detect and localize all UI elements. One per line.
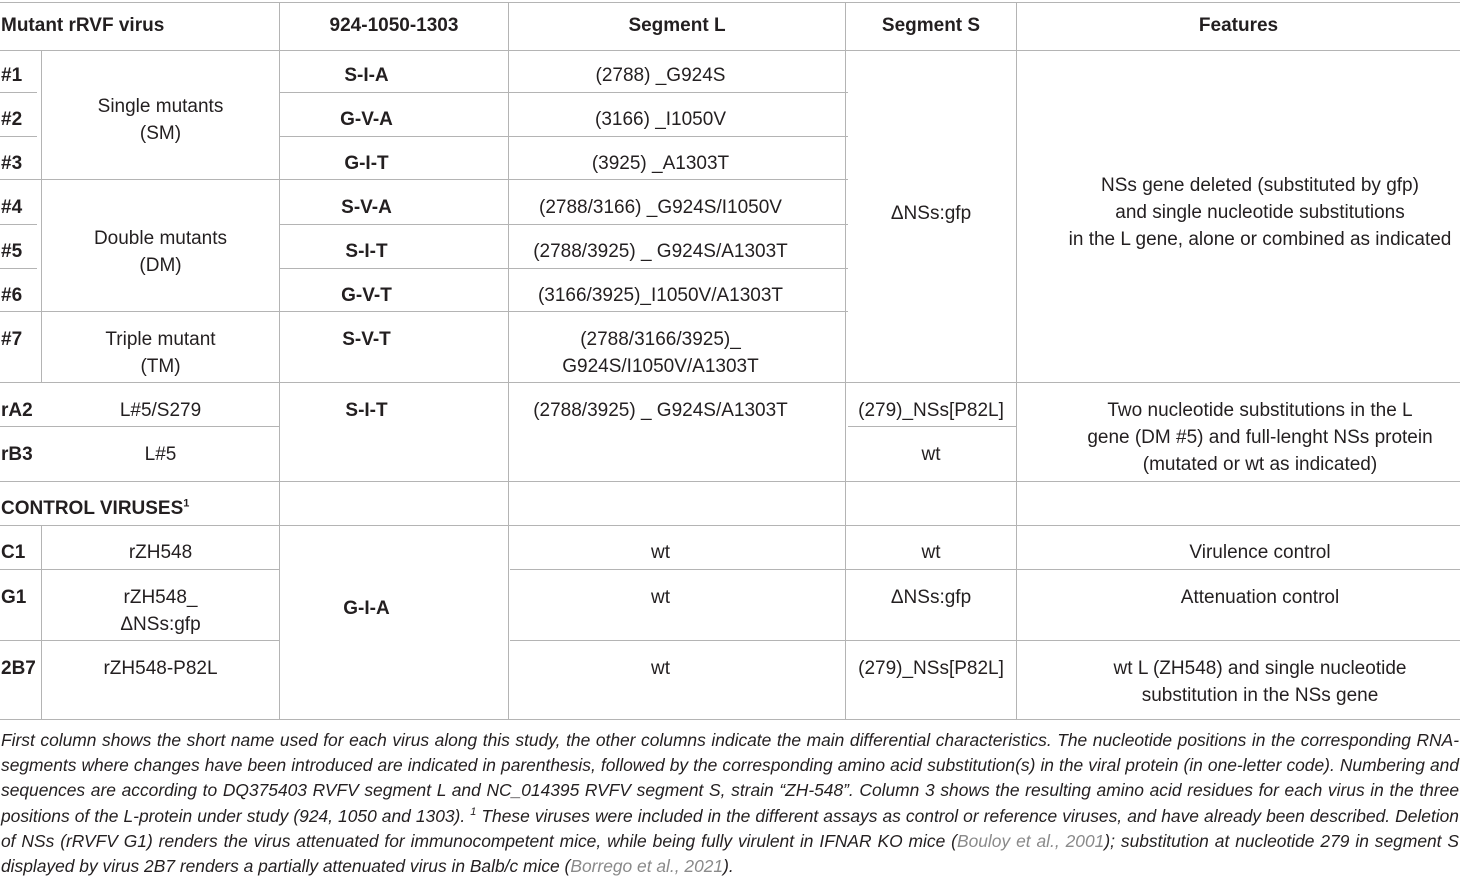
group-label: Triple mutant xyxy=(105,329,216,350)
rule-block xyxy=(0,481,1460,482)
features-line: Two nucleotide substitutions in the L xyxy=(1107,400,1413,421)
rule-block xyxy=(0,525,1460,526)
row-id: #2 xyxy=(1,109,23,130)
segment-l-value: (2788/3925) _ G924S/A1303T xyxy=(533,241,788,262)
row-id: #5 xyxy=(1,241,23,262)
features-line: substitution in the NSs gene xyxy=(1141,685,1379,706)
footnote-marker: 1 xyxy=(183,497,190,510)
group-abbr: (DM) xyxy=(139,255,182,276)
row-id: #7 xyxy=(1,329,23,350)
row-id: #1 xyxy=(1,65,23,86)
row-id: C1 xyxy=(1,542,26,563)
segment-l-value: (2788) _G924S xyxy=(595,65,726,86)
segment-s-value: (279)_NSs[P82L] xyxy=(858,658,1004,679)
virus-name-line: rZH548_ xyxy=(123,587,198,608)
row-id: G1 xyxy=(1,587,27,608)
rule-row xyxy=(848,426,1016,427)
rule-row xyxy=(510,569,1460,570)
rule-id xyxy=(0,136,37,137)
features-text xyxy=(1017,655,1460,709)
table-caption xyxy=(1,728,1459,879)
segment-l-value: (3925) _A1303T xyxy=(591,153,730,174)
aa-residues: S-V-A xyxy=(341,197,392,218)
rule-row xyxy=(280,136,848,137)
caption-text: ); substitution at nucleotide 279 in segment S displayed by virus 2B7 renders a partially attenuated virus in Balb/c mice ( xyxy=(1,830,1460,877)
row-id: rA2 xyxy=(1,400,33,421)
row-id: 2B7 xyxy=(1,658,36,679)
caption-text: ). xyxy=(723,856,734,877)
citation-link[interactable]: Borrego et al., 2021 xyxy=(570,856,724,877)
segment-l-value: wt xyxy=(651,587,670,608)
rule-row xyxy=(280,224,848,225)
aa-residues: G-V-T xyxy=(341,285,392,306)
aa-residues: S-I-T xyxy=(345,241,388,262)
rule-row xyxy=(510,640,1460,641)
virus-name: L#5 xyxy=(144,444,177,465)
row-id: #3 xyxy=(1,153,23,174)
rule-bottom xyxy=(0,719,1460,720)
virus-name: L#5/S279 xyxy=(119,400,202,421)
control-heading xyxy=(1,495,189,522)
features-line: NSs gene deleted (substituted by gfp) xyxy=(1101,175,1419,196)
segment-s-value: wt xyxy=(921,542,941,563)
caption-text: First column shows the short name used for each virus along this study, the other columns indicate the main differential characteristics. The nucleotide positions in the corresponding RNA-segments where changes have been introduced are indicated in parenthesis, followed by the corresponding amino acid substitution(s) in the viral protein (in one-letter code). Numbering and sequences are according to DQ375403 RVFV segment L and NC_014395 RVFV segment S, strain “ZH-548”. Column 3 shows the resulting amino acid residues for each virus in the three positions of the L-protein under study (924, 1050 and 1303). xyxy=(1,730,1459,826)
group-triple xyxy=(42,326,279,380)
rule-row xyxy=(280,92,848,93)
segment-s-value: wt xyxy=(921,444,941,465)
aa-residues: G-I-A xyxy=(343,598,390,619)
virus-name xyxy=(42,584,279,638)
segment-l-value: wt xyxy=(651,658,670,679)
segment-s-value: ΔNSs:gfp xyxy=(890,587,972,608)
features-text xyxy=(1017,172,1460,253)
rule-row xyxy=(280,311,848,312)
rule-header xyxy=(0,50,1460,51)
aa-residues: S-I-T xyxy=(345,400,388,421)
aa-residues: S-I-A xyxy=(344,65,389,86)
rule-row xyxy=(280,179,848,180)
rule-block xyxy=(0,382,1460,383)
segment-s-value: ΔNSs:gfp xyxy=(890,203,972,224)
rule-row xyxy=(0,640,280,641)
aa-residues: G-I-T xyxy=(344,153,389,174)
segment-l-value: (2788/3925) _ G924S/A1303T xyxy=(533,400,788,421)
header-segment-s: Segment S xyxy=(881,15,981,36)
group-abbr: (SM) xyxy=(139,123,182,144)
header-positions: 924-1050-1303 xyxy=(329,15,459,36)
segment-s-value: (279)_NSs[P82L] xyxy=(858,400,1004,421)
citation-link[interactable]: Bouloy et al., 2001 xyxy=(956,830,1105,851)
group-single xyxy=(42,93,279,147)
segment-l-value xyxy=(509,326,812,380)
features-line: in the L gene, alone or combined as indicated xyxy=(1068,229,1452,250)
virus-name: rZH548-P82L xyxy=(103,658,218,679)
features-line: wt L (ZH548) and single nucleotide xyxy=(1113,658,1407,679)
features-line: and single nucleotide substitutions xyxy=(1115,202,1405,223)
rule-id xyxy=(0,268,37,269)
rule-group xyxy=(0,179,280,180)
segment-l-line: (2788/3166/3925)_ xyxy=(580,329,741,350)
group-label: Single mutants xyxy=(97,96,224,117)
segment-l-line: G924S/I1050V/A1303T xyxy=(562,356,759,377)
rule-row xyxy=(280,268,848,269)
row-id: #4 xyxy=(1,197,23,218)
aa-residues: G-V-A xyxy=(340,109,393,130)
features-line: gene (DM #5) and full-lenght NSs protein xyxy=(1087,427,1433,448)
rule-group xyxy=(0,311,280,312)
row-id: rB3 xyxy=(1,444,33,465)
virus-name-line: ΔNSs:gfp xyxy=(120,614,201,635)
virus-name: rZH548 xyxy=(128,542,193,563)
features-text: Virulence control xyxy=(1189,542,1331,563)
group-double xyxy=(42,225,279,279)
segment-l-value: (3166/3925)_I1050V/A1303T xyxy=(537,285,784,306)
row-id: #6 xyxy=(1,285,23,306)
rule-row xyxy=(0,426,280,427)
rule-id xyxy=(0,92,37,93)
rule-row xyxy=(0,569,280,570)
features-line: (mutated or wt as indicated) xyxy=(1142,454,1378,475)
rule-col xyxy=(1016,2,1017,719)
aa-residues: S-V-T xyxy=(342,329,391,350)
group-label: Double mutants xyxy=(93,228,228,249)
header-mutant: Mutant rRVF virus xyxy=(1,15,165,36)
footnote-marker: 1 xyxy=(470,805,477,818)
segment-l-value: wt xyxy=(651,542,670,563)
rule-id xyxy=(0,224,37,225)
header-segment-l: Segment L xyxy=(628,15,726,36)
caption-text: These viruses were included in the different assays as control or reference viruses, and have already been described. Deletion of NSs (rRVFV G1) renders the virus attenuated for immunocompetent mice, while being fully virulent in IFNAR KO mice ( xyxy=(1,805,1459,851)
rule-col xyxy=(845,2,846,719)
group-abbr: (TM) xyxy=(140,356,181,377)
features-text xyxy=(1017,397,1460,478)
header-features: Features xyxy=(1198,15,1279,36)
control-heading-text: CONTROL VIRUSES xyxy=(1,498,184,519)
segment-l-value: (3166) _I1050V xyxy=(595,109,726,130)
features-text: Attenuation control xyxy=(1180,587,1340,608)
segment-l-value: (2788/3166) _G924S/I1050V xyxy=(539,197,782,218)
